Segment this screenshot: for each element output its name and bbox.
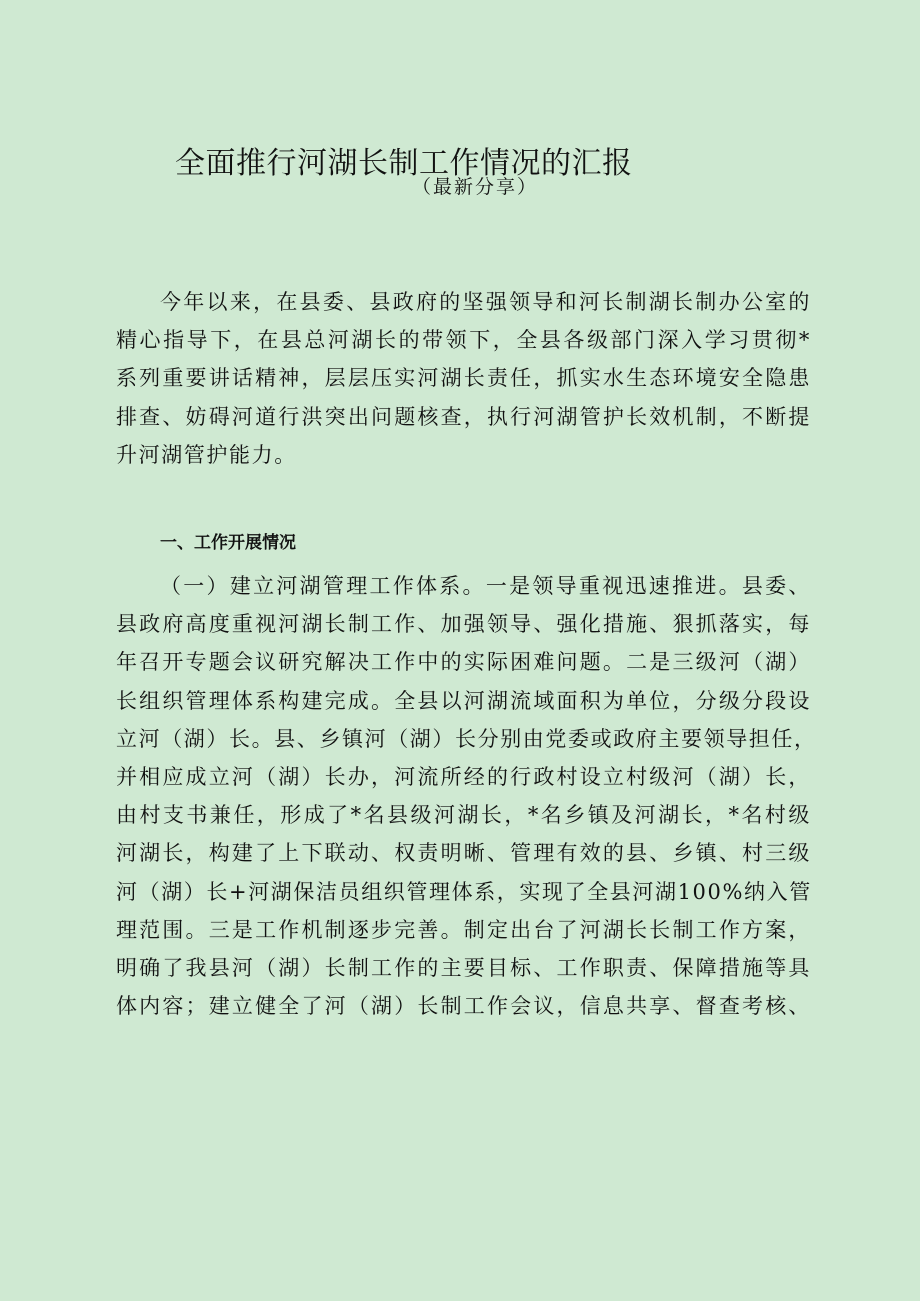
document-subtitle: [0, 172, 920, 199]
paragraph-line: （一）建立河湖管理工作体系。一是领导重视迅速推进。县委、: [160, 574, 811, 598]
document-title: 全面推行河湖长制工作情况的汇报: [175, 146, 633, 181]
paragraph-line: 河（湖）长+河湖保洁员组织管理体系，实现了全县河湖100%纳入管: [116, 879, 812, 904]
paragraph-line: 升河湖管护能力。: [116, 442, 297, 467]
paragraph-line: 理范围。三是工作机制逐步完善。制定出台了河湖长长制工作方案，: [116, 917, 811, 942]
paragraph-line: 体内容；建立健全了河（湖）长制工作会议，信息共享、督查考核、: [116, 994, 811, 1019]
paragraph-line: 河湖长，构建了上下联动、权责明晰、管理有效的县、乡镇、村三级: [116, 841, 811, 866]
paragraph-line: 精心指导下，在县总河湖长的带领下，全县各级部门深入学习贯彻*: [116, 328, 811, 353]
intro-paragraph: [116, 283, 811, 474]
paragraph-line: 排查、妨碍河道行洪突出问题核查，执行河湖管护长效机制，不断提: [116, 404, 811, 429]
subtitle-text: （最新分享）: [411, 176, 538, 198]
paragraph-line: 立河（湖）长。县、乡镇河（湖）长分别由党委或政府主要领导担任，: [116, 726, 817, 751]
paragraph-line: 并相应成立河（湖）长办，河流所经的行政村设立村级河（湖）长，: [116, 765, 811, 790]
section-heading: 一、工作开展情况: [160, 533, 296, 553]
paragraph-line: 明确了我县河（湖）长制工作的主要目标、工作职责、保障措施等具: [116, 956, 811, 981]
work-system-paragraph: [116, 567, 817, 1025]
paragraph-line: 今年以来，在县委、县政府的坚强领导和河长制湖长制办公室的: [160, 290, 811, 314]
paragraph-line: 系列重要讲话精神，层层压实河湖长责任，抓实水生态环境安全隐患: [116, 366, 811, 391]
paragraph-line: 年召开专题会议研究解决工作中的实际困难问题。二是三级河（湖）: [116, 650, 811, 675]
paragraph-line: 由村支书兼任，形成了*名县级河湖长，*名乡镇及河湖长，*名村级: [116, 803, 811, 828]
paragraph-line: 长组织管理体系构建完成。全县以河湖流域面积为单位，分级分段设: [116, 688, 811, 713]
paragraph-line: 县政府高度重视河湖长制工作、加强领导、强化措施、狠抓落实，每: [116, 612, 811, 637]
